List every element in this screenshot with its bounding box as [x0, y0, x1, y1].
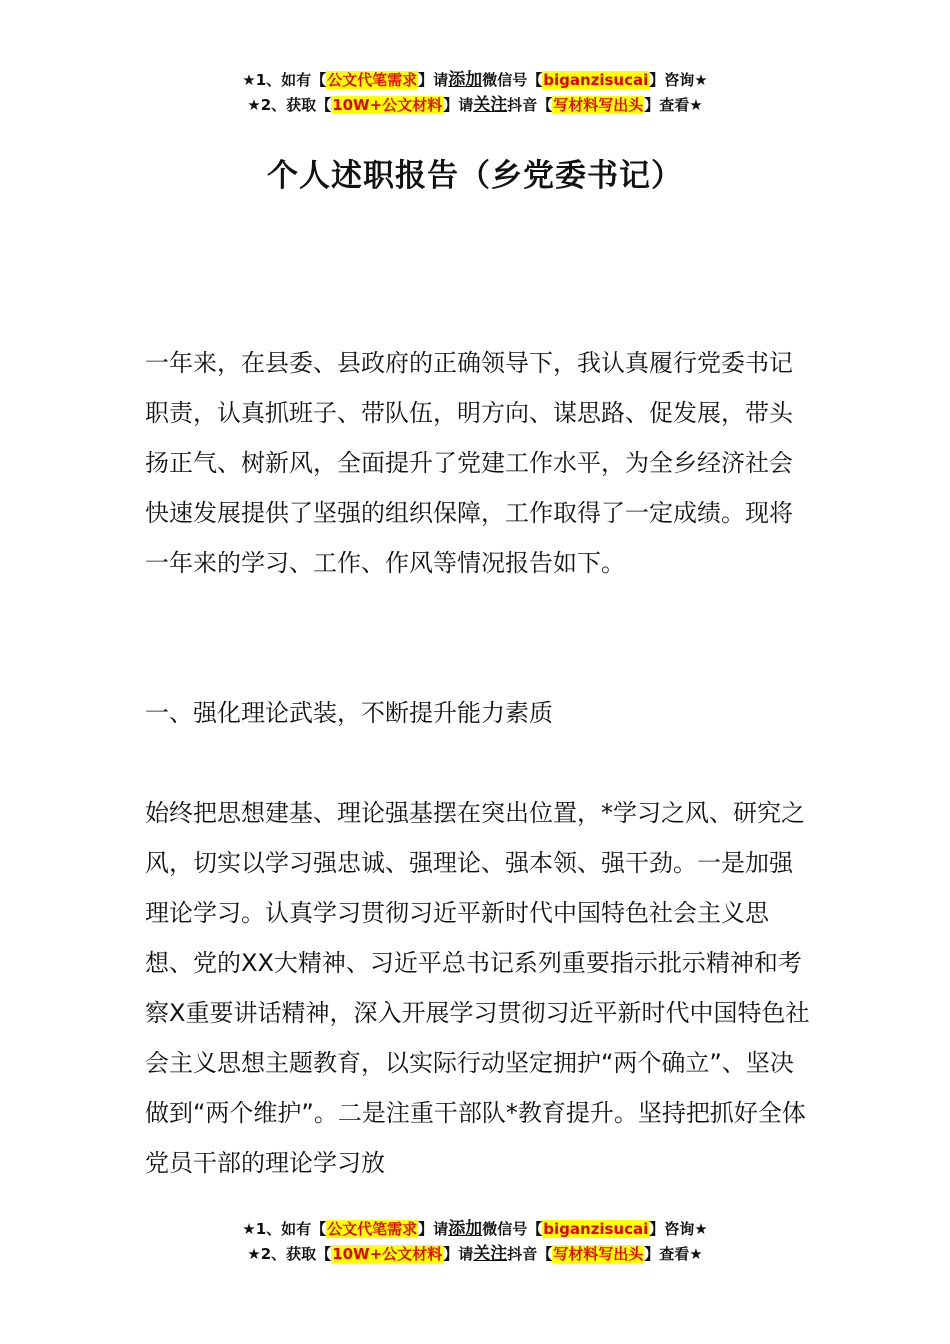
promo-line-2: ★2、获取【10W+公文材料】请关注抖音【写材料写出头】查看★ [247, 95, 703, 115]
bottom-promo-banner [0, 1217, 950, 1267]
intro-paragraph: 一年来，在县委、县政府的正确领导下，我认真履行党委书记职责，认真抓班子、带队伍，明方向、谋思路、促发展，带头扬正气、树新风，全面提升了党建工作水平，为全乡经济社会快速发展提供了坚强的组织保障，工作取得了一定成绩。现将一年来的学习、工作、作风等情况报告如下。 [145, 349, 793, 577]
top-promo-banner [0, 68, 950, 118]
promo-line-2: ★2、获取【10W+公文材料】请关注抖音【写材料写出头】查看★ [247, 1244, 703, 1264]
promo-line-1: ★1、如有【公文代笔需求】请添加微信号【biganzisucai】咨询★ [242, 70, 708, 90]
section-1-heading: 一、强化理论武装，不断提升能力素质 [145, 699, 553, 727]
document-title: 个人述职报告（乡党委书记） [267, 158, 683, 194]
section-1-body: 始终把思想建基、理论强基摆在突出位置，*学习之风、研究之风，切实以学习强忠诚、强理论、强本领、强干劲。一是加强理论学习。认真学习贯彻习近平新时代中国特色社会主义思想、党的XX大精神、习近平总书记系列重要指示批示精神和考察X重要讲话精神，深入开展学习贯彻习近平新时代中国特色社会主义思想主题教育，以实际行动坚定拥护“两个确立”、坚决做到“两个维护”。二是注重干部队*教育提升。坚持把抓好全体党员干部的理论学习放 [145, 799, 810, 1177]
promo-line-1: ★1、如有【公文代笔需求】请添加微信号【biganzisucai】咨询★ [242, 1219, 708, 1239]
